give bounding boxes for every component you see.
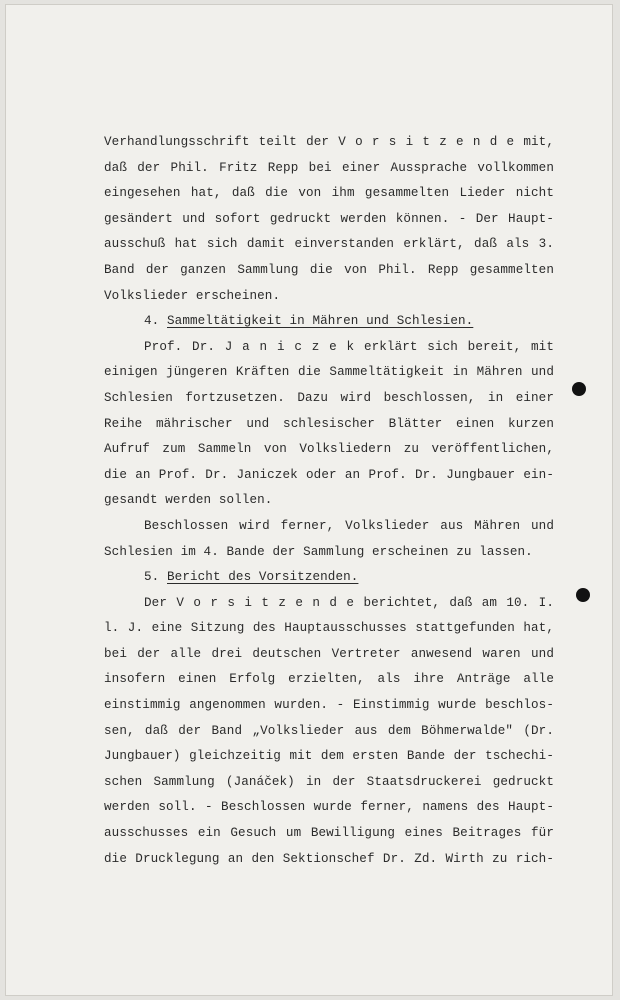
text-line: Schlesien fortzusetzen. Dazu wird beschlossen, in einer [104, 390, 554, 405]
section-title: Sammeltätigkeit in Mähren und Schlesien. [167, 314, 474, 329]
text-line: bei der alle drei deutschen Vertreter anwesend waren und [104, 646, 554, 661]
document-page [5, 4, 613, 996]
text-line: Der V o r s i t z e n d e berichtet, daß am 10. I. [144, 595, 554, 610]
punch-hole-icon [576, 588, 590, 602]
text-line: die an Prof. Dr. Janiczek oder an Prof. Dr. Jungbauer ein- [104, 467, 554, 482]
text-line: einigen jüngeren Kräften die Sammeltätigkeit in Mähren und [104, 365, 554, 380]
text-line: werden soll. - Beschlossen wurde ferner, namens des Haupt- [104, 800, 554, 815]
text-line: Beschlossen wird ferner, Volkslieder aus Mähren und [144, 518, 554, 533]
text-line: insofern einen Erfolg erzielten, als ihre Anträge alle [104, 672, 554, 687]
text-line: ausschuß hat sich damit einverstanden erklärt, daß als 3. [104, 237, 554, 252]
section-number: 5. [144, 570, 160, 585]
section-4-heading [104, 309, 554, 335]
text-line: Schlesien im 4. Bande der Sammlung erscheinen zu lassen. [104, 544, 533, 559]
punch-hole-icon [572, 382, 586, 396]
text-line: Band der ganzen Sammlung die von Phil. Repp gesammelten [104, 262, 554, 277]
text-line: daß der Phil. Fritz Repp bei einer Aussprache vollkommen [104, 160, 554, 175]
text-line: Prof. Dr. J a n i c z e k erklärt sich bereit, mit [144, 339, 554, 354]
text-line: gesändert und sofort gedruckt werden können. - Der Haupt- [104, 211, 554, 226]
text-line: sen, daß der Band „Volkslieder aus dem Böhmerwalde" (Dr. [104, 723, 554, 738]
text-line: schen Sammlung (Janáček) in der Staatsdruckerei gedruckt [104, 774, 554, 789]
text-line: einstimmig angenommen wurden. - Einstimmig wurde beschlos- [104, 698, 554, 713]
text-line: ausschusses ein Gesuch um Bewilligung eines Beitrages für [104, 826, 554, 841]
section-title: Bericht des Vorsitzenden. [167, 570, 359, 585]
text-line: Aufruf zum Sammeln von Volksliedern zu veröffentlichen, [104, 442, 554, 457]
text-line: l. J. eine Sitzung des Hauptausschusses stattgefunden hat, [104, 621, 554, 636]
text-line: Verhandlungsschrift teilt der V o r s i t z e n d e mit, [104, 135, 554, 149]
text-line: die Drucklegung an den Sektionschef Dr. Zd. Wirth zu rich- [104, 851, 554, 866]
text-line: Volkslieder erscheinen. [104, 288, 281, 303]
text-line: Jungbauer) gleichzeitig mit dem ersten Bande der tschechi- [104, 749, 554, 764]
text-line: gesandt werden sollen. [104, 493, 273, 508]
section-number: 4. [144, 314, 160, 329]
typed-text-body [104, 130, 554, 872]
text-line: eingesehen hat, daß die von ihm gesammelten Lieder nicht [104, 186, 554, 201]
text-line: Reihe mährischer und schlesischer Blätter einen kurzen [104, 416, 554, 431]
section-5-heading [104, 565, 554, 591]
